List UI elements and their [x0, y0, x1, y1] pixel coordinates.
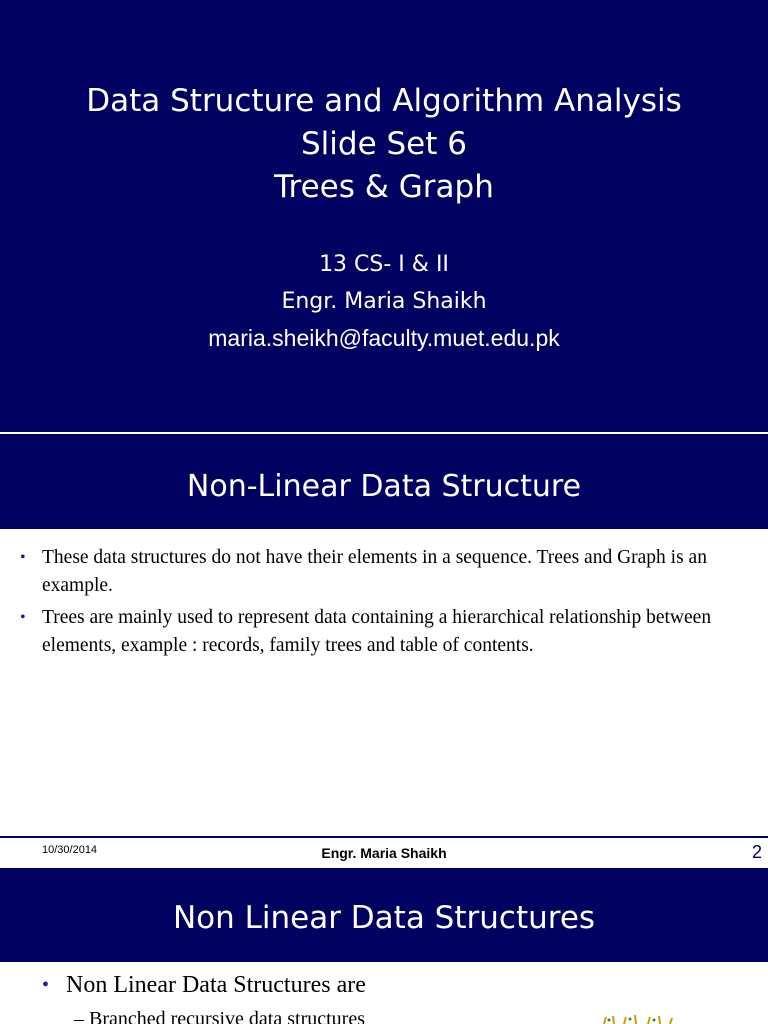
class-label: 13 CS- I & II — [319, 252, 449, 277]
bullet-dot-icon: • — [20, 549, 26, 566]
title-slide — [0, 0, 768, 432]
bullet-item — [20, 604, 750, 660]
plant-graphic-icon — [598, 1014, 678, 1024]
title-line-1: Data Structure and Algorithm Analysis — [86, 83, 682, 119]
footer-date: 10/30/2014 — [42, 844, 98, 856]
bullet-item — [20, 544, 750, 600]
footer-divider — [0, 836, 768, 838]
slide-title — [0, 80, 768, 209]
page-number: 2 — [751, 842, 762, 862]
content-slide-2 — [0, 434, 768, 866]
bullet-text: Non Linear Data Structures are — [66, 972, 366, 998]
bullet-text: These data structures do not have their elements in a sequence. Trees and Graph is an example. — [42, 547, 707, 596]
bullet-dot-icon: • — [42, 974, 50, 996]
title-line-2: Slide Set 6 — [301, 126, 467, 162]
slide-header: Non-Linear Data Structure — [0, 434, 768, 529]
slide-header: Non Linear Data Structures — [0, 868, 768, 962]
slide-body — [20, 544, 750, 664]
content-slide-3 — [0, 866, 768, 1024]
sub-bullet-text: – Branched recursive data structures — [74, 1008, 365, 1024]
slide-subtitle — [0, 246, 768, 357]
bullet-item — [42, 970, 742, 1000]
author-email: maria.sheikh@faculty.muet.edu.pk — [208, 325, 560, 351]
bullet-dot-icon: • — [20, 609, 26, 626]
bullet-text: Trees are mainly used to represent data containing a hierarchical relationship between elements, example : records, family trees and table of contents. — [42, 607, 712, 656]
author-name: Engr. Maria Shaikh — [281, 289, 487, 314]
title-line-3: Trees & Graph — [274, 169, 494, 205]
footer-author: Engr. Maria Shaikh — [321, 845, 447, 861]
